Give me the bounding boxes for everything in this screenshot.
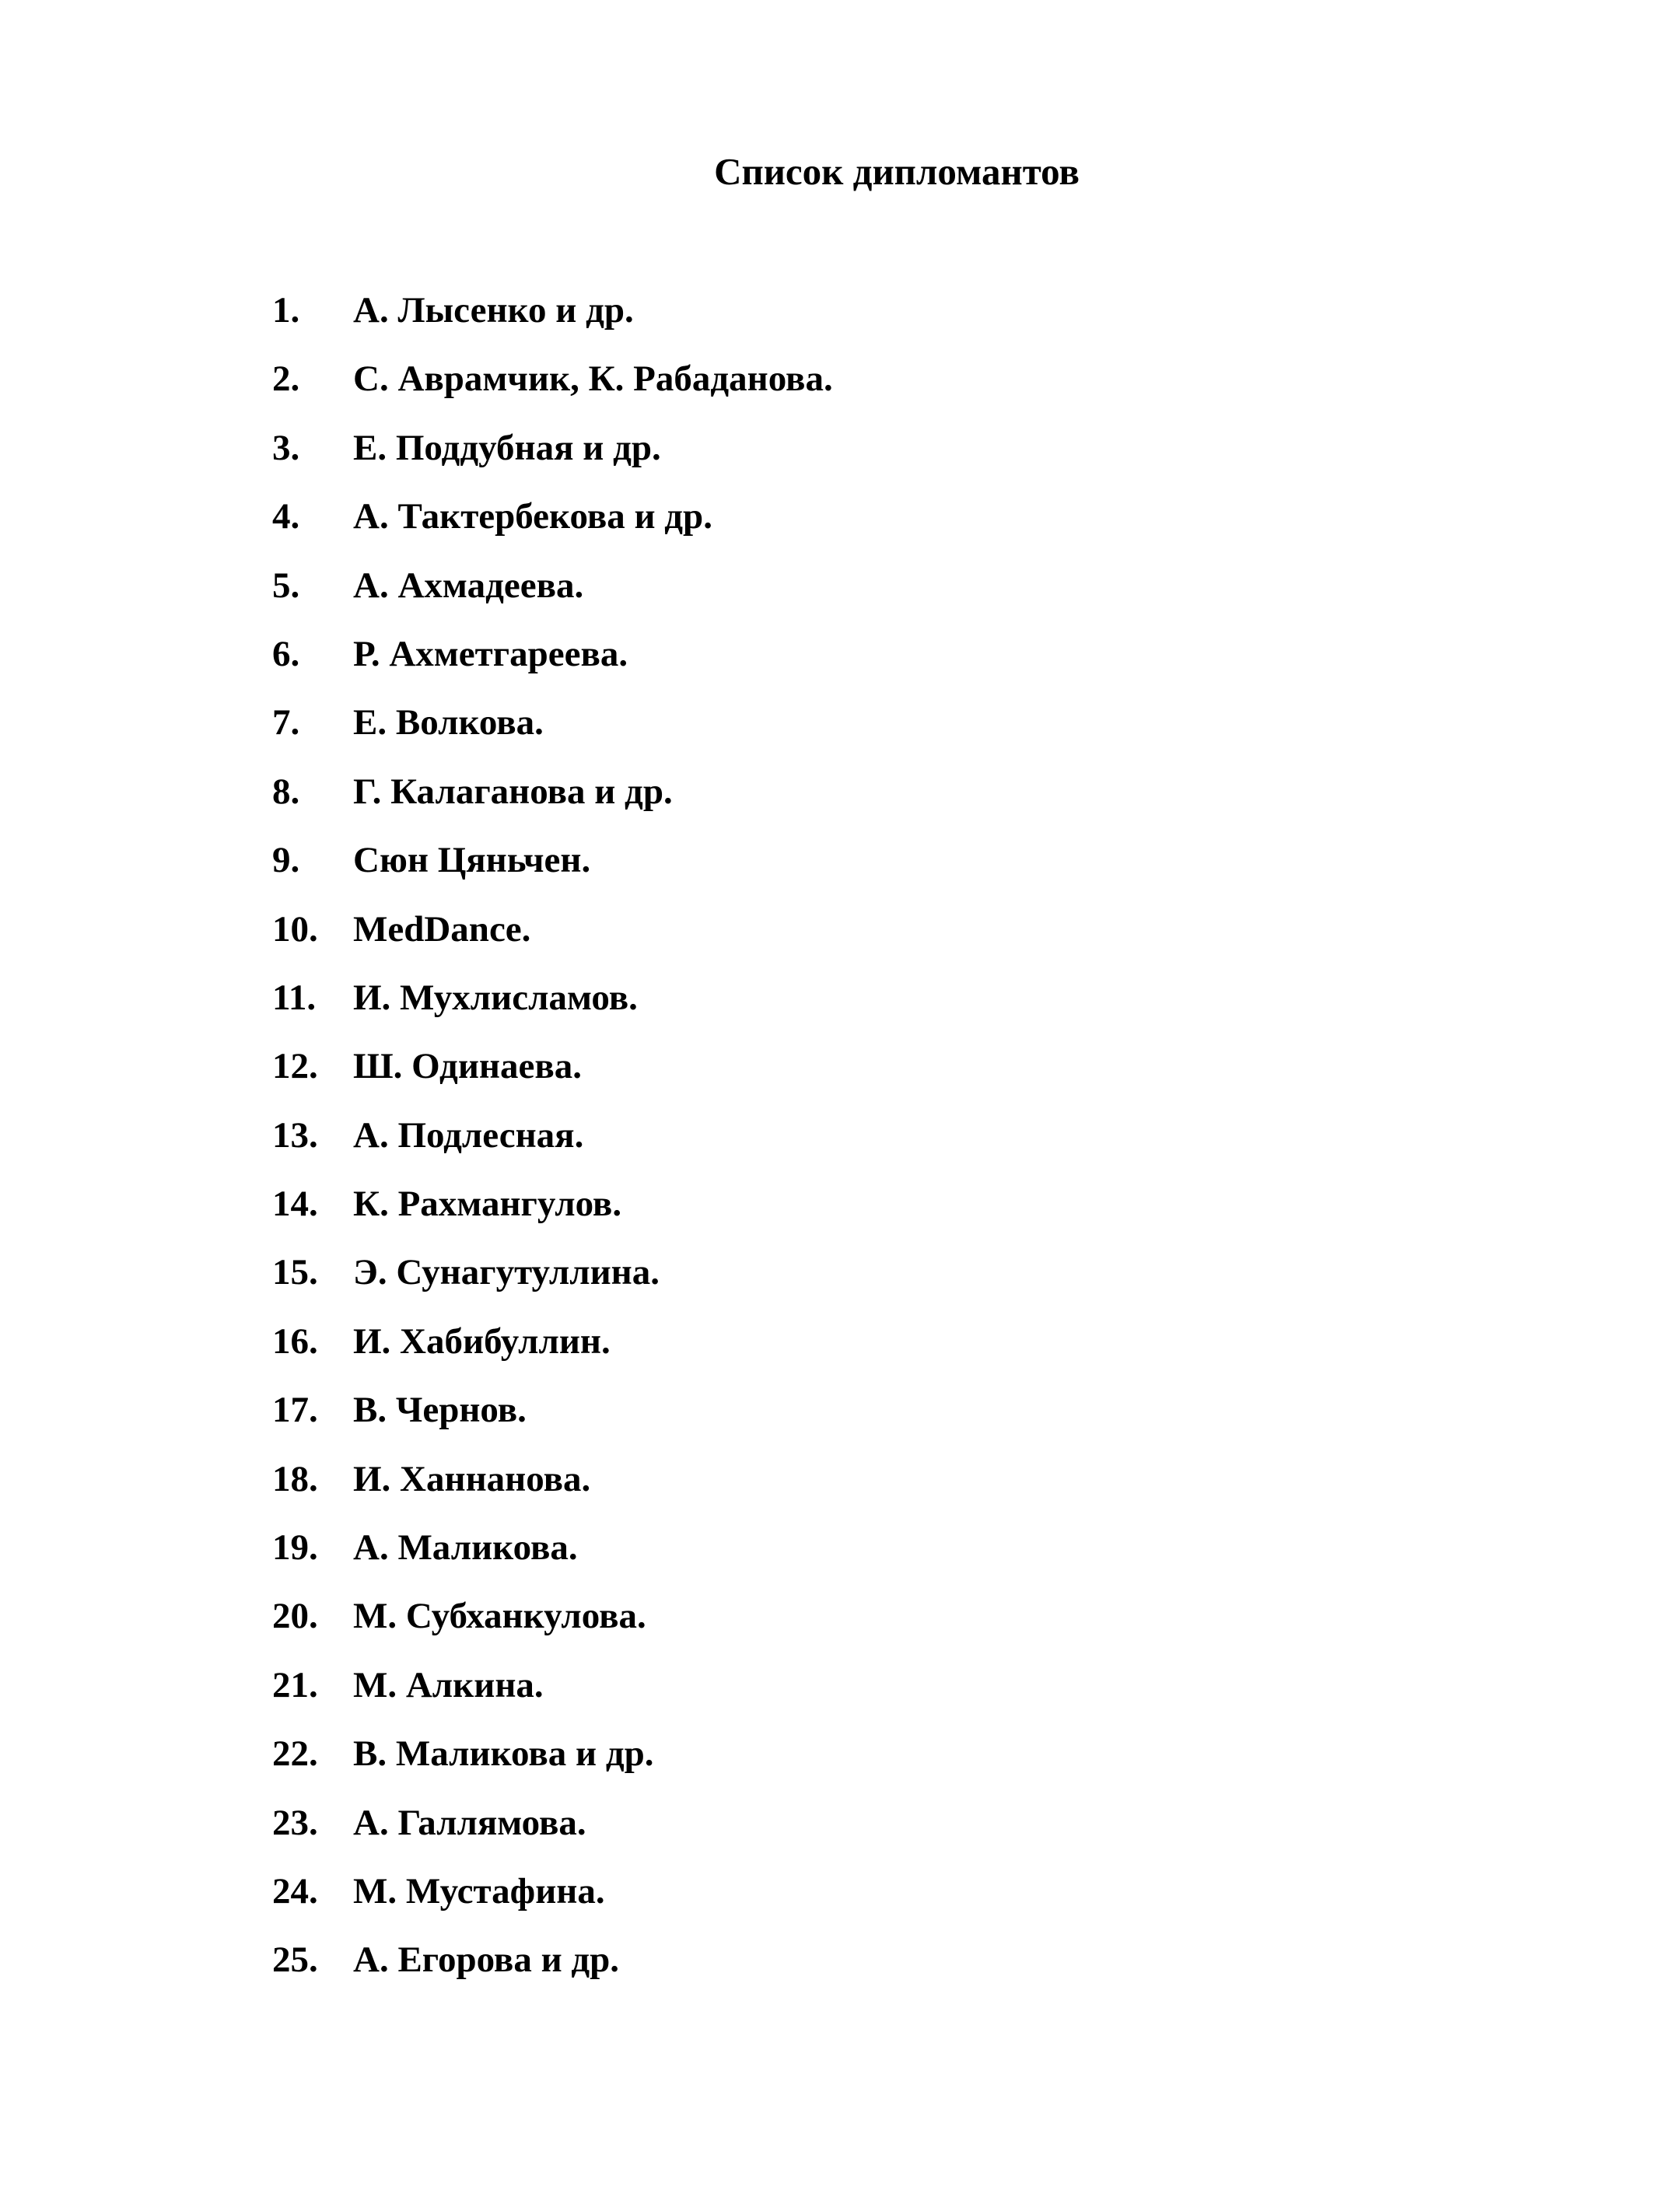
item-name: И. Хабибуллин. (353, 1320, 611, 1362)
item-number: 10. (272, 908, 318, 950)
item-name: А. Подлесная. (353, 1114, 584, 1156)
item-name: А. Егорова и др. (353, 1939, 620, 1981)
item-name: Е. Волкова. (353, 702, 544, 743)
item-number: 15. (272, 1252, 318, 1293)
item-name: MedDance. (353, 908, 531, 950)
list-item (272, 1041, 833, 1109)
item-number: 3. (272, 427, 300, 468)
item-name: В. Маликова и др. (353, 1733, 654, 1775)
item-number: 6. (272, 633, 300, 674)
list-item (272, 1934, 833, 2002)
item-name: И. Ханнанова. (353, 1458, 591, 1499)
list-item (272, 1453, 833, 1522)
list-item (272, 1110, 833, 1178)
list-item (272, 697, 833, 765)
list-item (272, 1178, 833, 1247)
list-item (272, 904, 833, 972)
list-item (272, 560, 833, 628)
item-name: В. Чернов. (353, 1390, 527, 1431)
item-number: 23. (272, 1802, 318, 1843)
item-name: М. Субханкулова. (353, 1596, 646, 1637)
item-number: 14. (272, 1184, 318, 1225)
item-name: А. Маликова. (353, 1527, 578, 1569)
list-item (272, 491, 833, 559)
item-name: Р. Ахметгареева. (353, 633, 628, 674)
item-name: А. Ахмадеева. (353, 565, 584, 606)
item-number: 2. (272, 359, 300, 400)
item-name: Г. Калаганова и др. (353, 771, 673, 812)
item-name: Сюн Цяньчен. (353, 840, 591, 881)
item-number: 16. (272, 1320, 318, 1362)
list-item (272, 1316, 833, 1384)
item-number: 12. (272, 1046, 318, 1087)
item-name: М. Алкина. (353, 1664, 544, 1705)
list-item (272, 1660, 833, 1728)
list-item (272, 972, 833, 1041)
list-item (272, 1866, 833, 1934)
item-name: И. Мухлисламов. (353, 977, 638, 1018)
item-number: 19. (272, 1527, 318, 1569)
item-number: 20. (272, 1596, 318, 1637)
item-name: А. Тактербекова и др. (353, 496, 712, 537)
item-number: 22. (272, 1733, 318, 1775)
list-item (272, 834, 833, 903)
list-item (272, 766, 833, 834)
item-number: 7. (272, 702, 300, 743)
item-name: С. Аврамчик, К. Рабаданова. (353, 359, 833, 400)
list-item (272, 422, 833, 491)
list-item (272, 285, 833, 353)
list-item (272, 1522, 833, 1590)
item-number: 18. (272, 1458, 318, 1499)
list-item (272, 628, 833, 697)
item-number: 9. (272, 840, 300, 881)
list-item (272, 1728, 833, 1796)
list-item (272, 1384, 833, 1453)
item-name: Е. Поддубная и др. (353, 427, 661, 468)
list-item (272, 1797, 833, 1866)
item-name: Ш. Одинаева. (353, 1046, 582, 1087)
list-item (272, 1590, 833, 1659)
item-name: А. Лысенко и др. (353, 290, 634, 331)
item-name: А. Галлямова. (353, 1802, 586, 1843)
item-number: 17. (272, 1390, 318, 1431)
item-number: 8. (272, 771, 300, 812)
item-name: М. Мустафина. (353, 1870, 605, 1911)
item-number: 24. (272, 1870, 318, 1911)
diplomant-list (272, 285, 833, 2003)
item-name: К. Рахмангулов. (353, 1184, 622, 1225)
item-number: 1. (272, 290, 300, 331)
item-number: 25. (272, 1939, 318, 1981)
item-number: 13. (272, 1114, 318, 1156)
item-number: 4. (272, 496, 300, 537)
item-name: Э. Сунагутуллина. (353, 1252, 660, 1293)
item-number: 5. (272, 565, 300, 606)
item-number: 11. (272, 977, 317, 1018)
item-number: 21. (272, 1664, 318, 1705)
document-title: Список дипломантов (714, 150, 1080, 193)
list-item (272, 353, 833, 421)
list-item (272, 1247, 833, 1315)
